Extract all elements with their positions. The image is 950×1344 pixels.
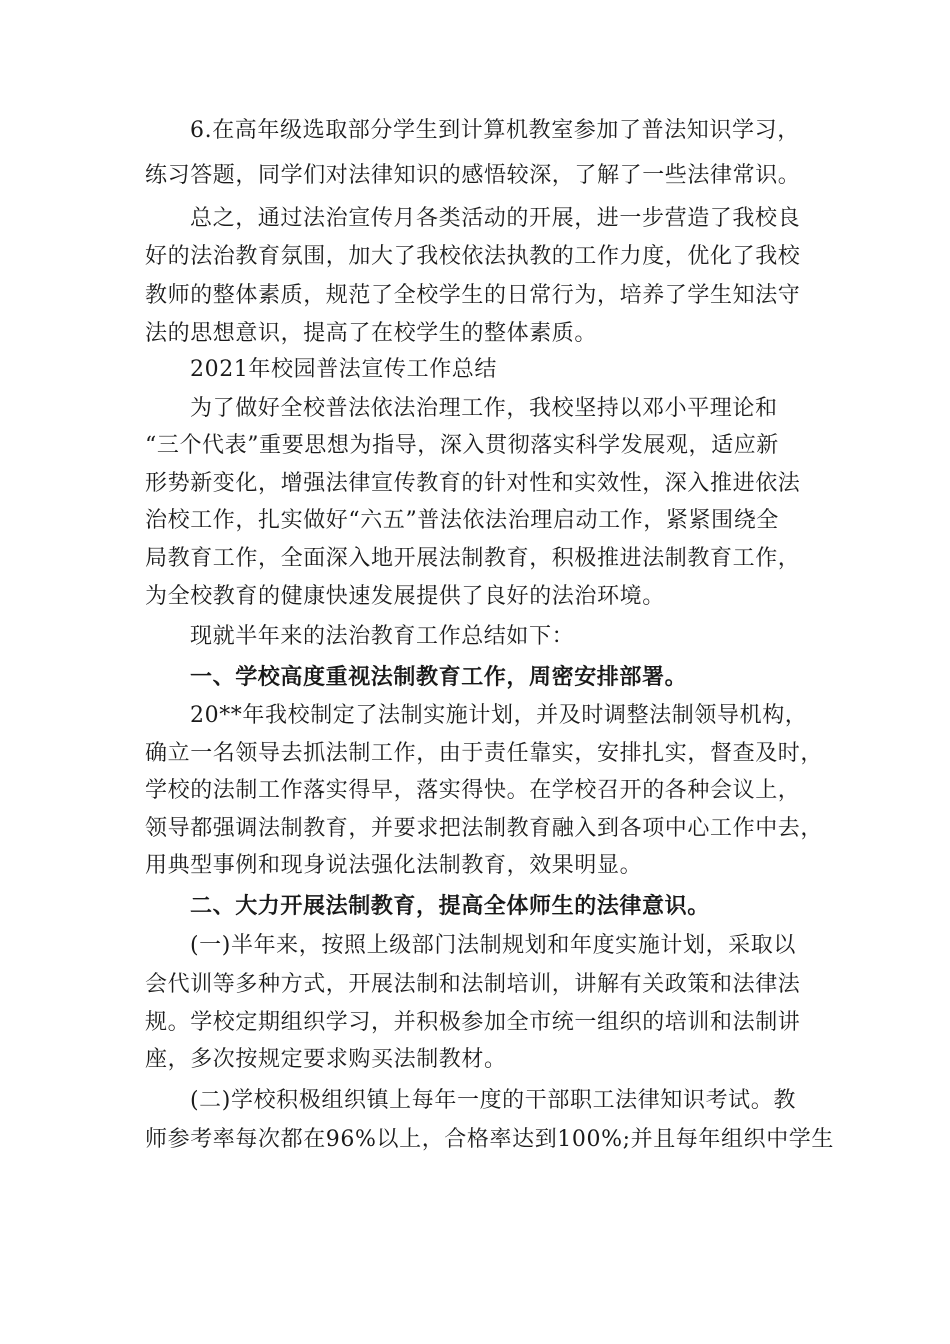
text-line: 师参考率每次都在96%以上，合格率达到100%;并且每年组织中学生 [145,1127,835,1152]
text-line: 现就半年来的法治教育工作总结如下： [190,624,575,649]
text-line: 治校工作，扎实做好“六五”普法依法治理启动工作，紧紧围绕全 [145,508,779,533]
text-line: 形势新变化，增强法律宣传教育的针对性和实效性，深入推进依法 [145,471,801,496]
text-line: 练习答题，同学们对法律知识的感悟较深，了解了一些法律常识。 [145,163,801,188]
text-line: 局教育工作，全面深入地开展法制教育，积极推进法制教育工作， [145,546,801,571]
text-line: 规。学校定期组织学习，并积极参加全市统一组织的培训和法制讲 [145,1010,801,1035]
text-line: (一)半年来，按照上级部门法制规划和年度实施计划，采取以 [190,933,796,958]
text-line: 总之，通过法治宣传月各类活动的开展，进一步营造了我校良 [190,206,801,231]
section-heading: 二、大力开展法制教育，提高全体师生的法律意识。 [190,893,710,919]
text-line: 为了做好全校普法依法治理工作，我校坚持以邓小平理论和 [190,396,778,421]
text-line: 6.在高年级选取部分学生到计算机教室参加了普法知识学习， [190,118,800,143]
text-line: 会代训等多种方式，开展法制和法制培训，讲解有关政策和法律法 [145,972,801,997]
text-line: 为全校教育的健康快速发展提供了良好的法治环境。 [145,584,665,609]
text-line: 20**年我校制定了法制实施计划，并及时调整法制领导机构， [190,703,808,728]
text-line: 教师的整体素质，规范了全校学生的日常行为，培养了学生知法守 [145,283,801,308]
section-heading: 一、学校高度重视法制教育工作，周密安排部署。 [190,664,688,690]
text-line: 确立一名领导去抓法制工作，由于责任靠实，安排扎实，督查及时， [145,741,824,766]
text-line: 学校的法制工作落实得早，落实得快。在学校召开的各种会议上， [145,778,801,803]
section-title: 2021年校园普法宣传工作总结 [190,357,497,382]
text-line: (二)学校积极组织镇上每年一度的干部职工法律知识考试。教 [190,1088,796,1113]
text-line: “三个代表”重要思想为指导，深入贯彻落实科学发展观，适应新 [145,433,779,458]
text-line: 法的思想意识，提高了在校学生的整体素质。 [145,321,598,346]
text-line: 座，多次按规定要求购买法制教材。 [145,1047,507,1072]
text-line: 用典型事例和现身说法强化法制教育，效果明显。 [145,853,643,878]
text-line: 领导都强调法制教育，并要求把法制教育融入到各项中心工作中去， [145,816,824,841]
text-line: 好的法治教育氛围，加大了我校依法执教的工作力度，优化了我校 [145,244,801,269]
